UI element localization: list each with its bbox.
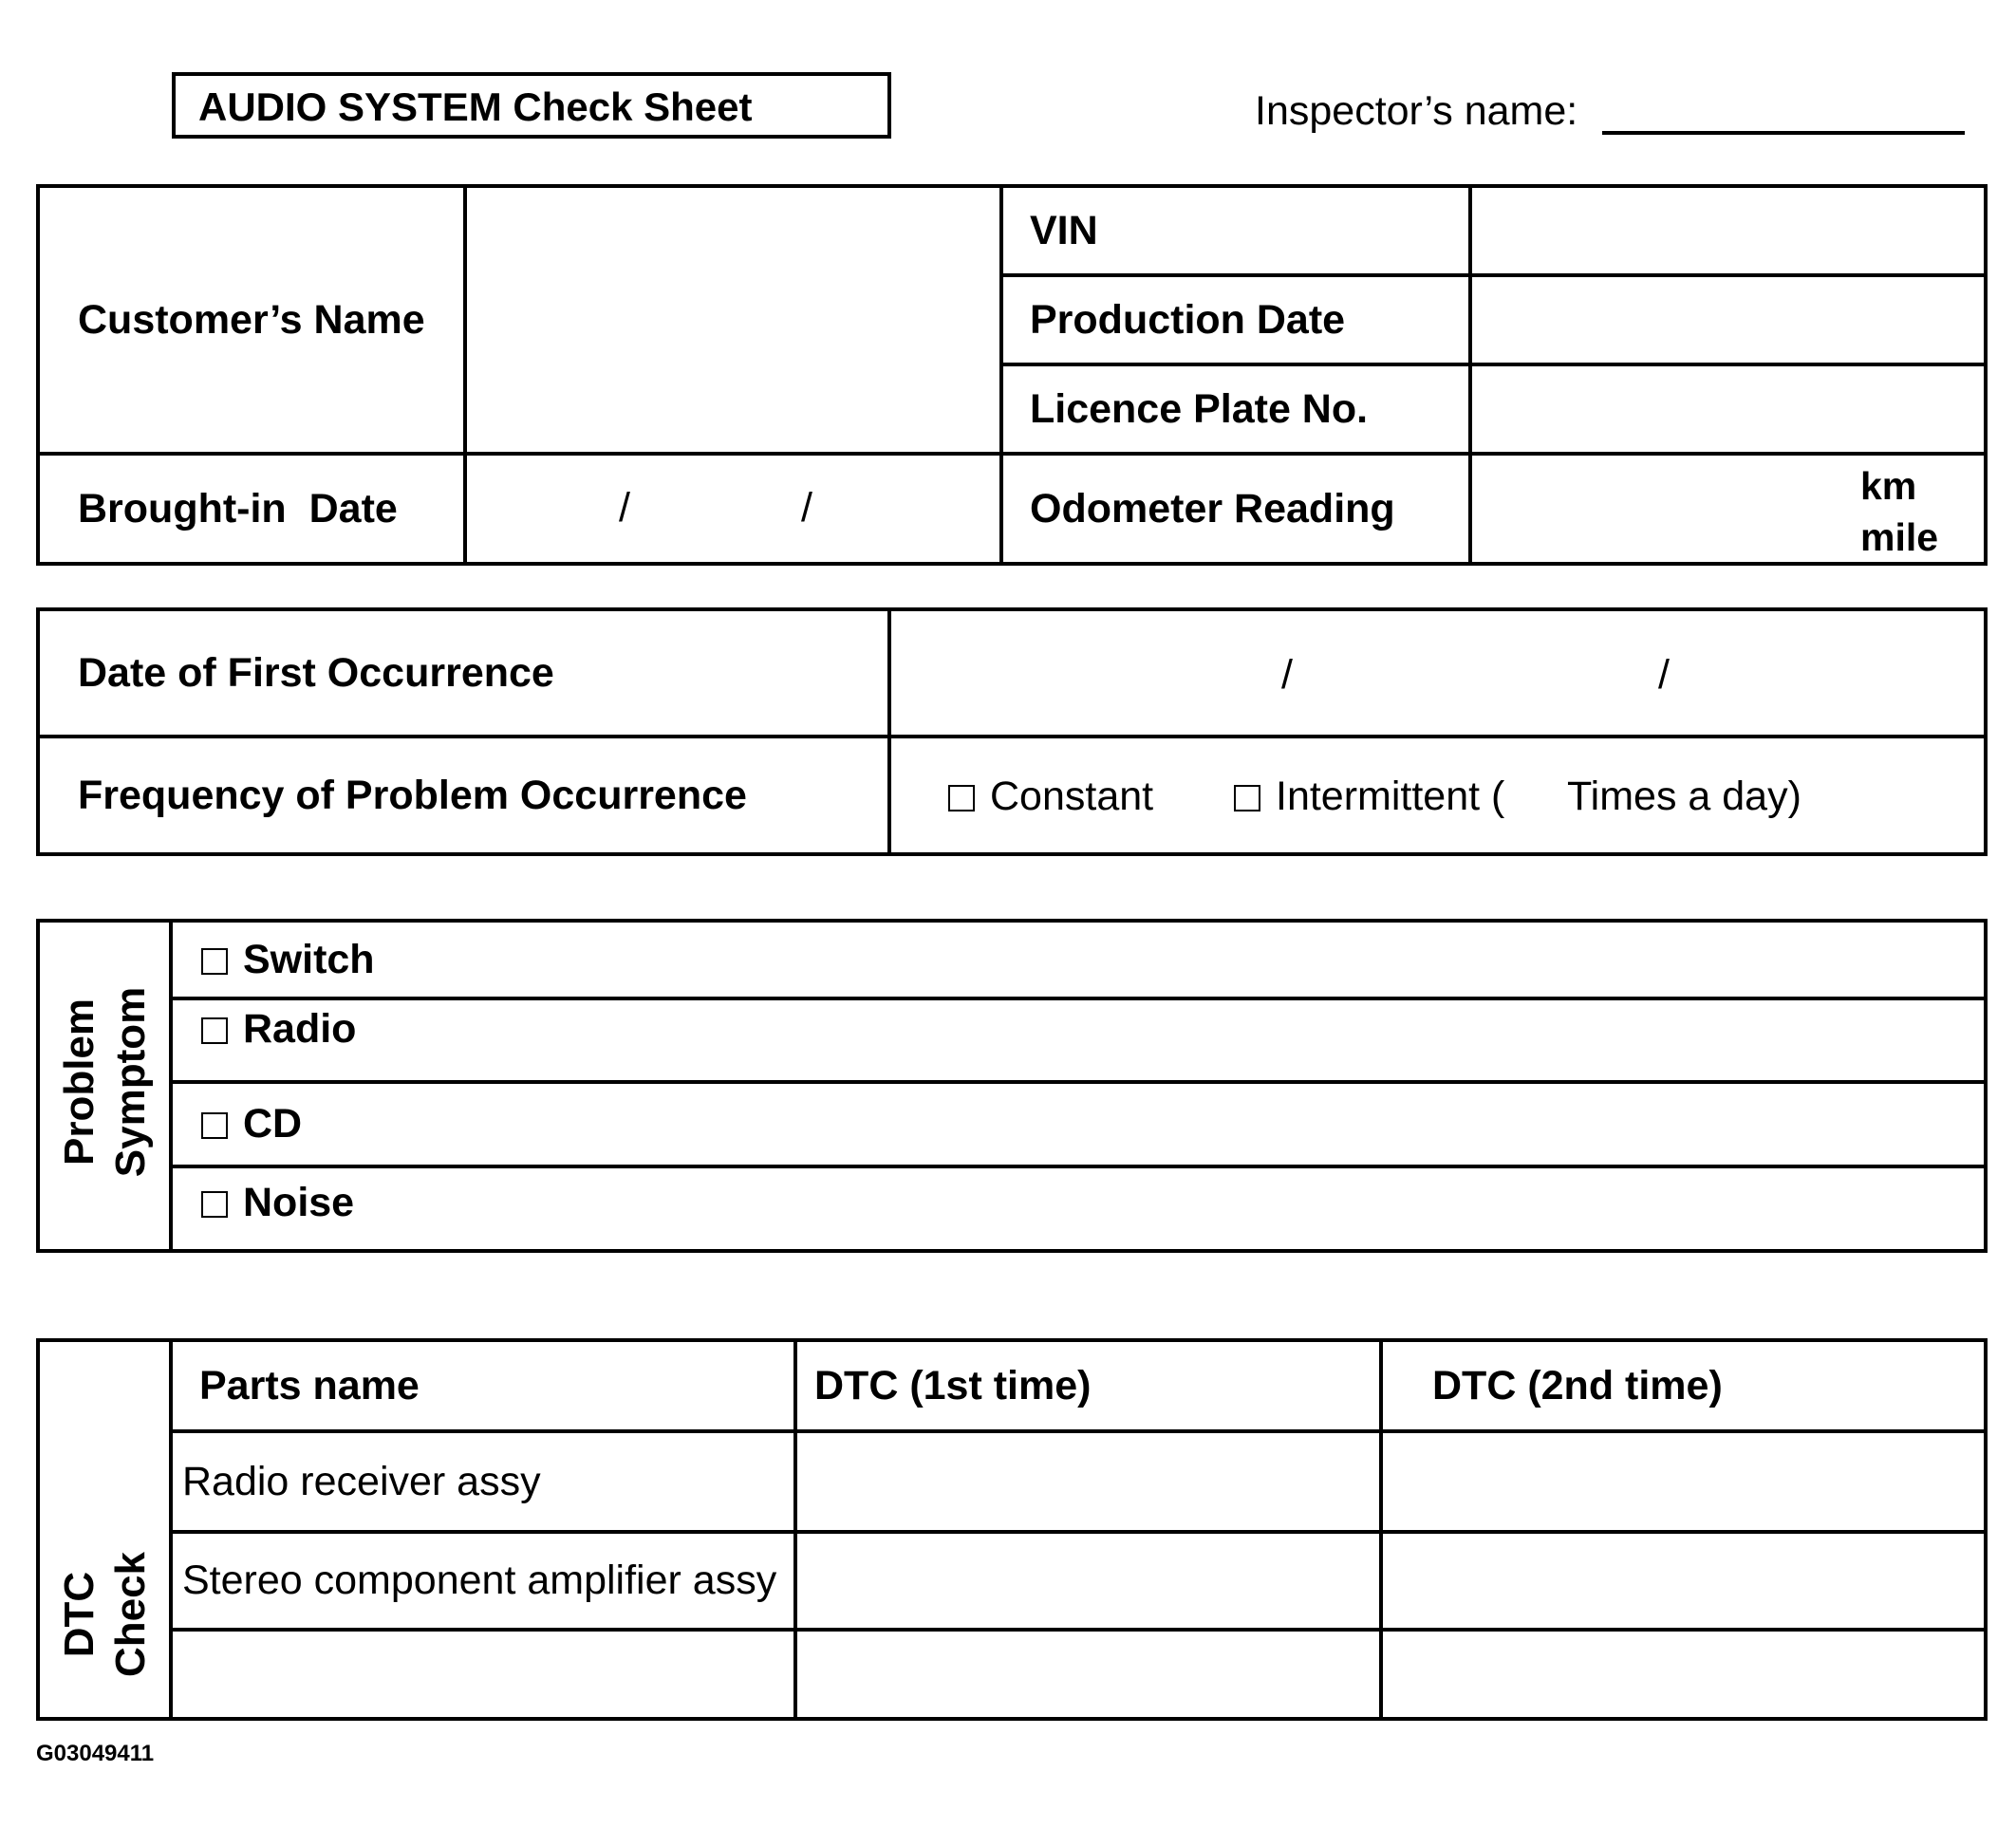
dtc-check-section (38, 1340, 171, 1719)
symptom-row-radio[interactable] (171, 998, 1986, 1082)
dtc-second-field[interactable] (1381, 1431, 1986, 1532)
brought-in-date-label: Brought-in Date (78, 485, 398, 532)
problem-symptom-section (38, 921, 171, 1251)
odometer-label: Odometer Reading (1030, 485, 1395, 532)
symptom-cd-label: CD (243, 1101, 303, 1147)
vin-field[interactable] (1470, 186, 1986, 275)
option-intermittent[interactable] (1234, 776, 1504, 817)
vin-label: VIN (1030, 207, 1098, 253)
problem-symptom-line1: Problem (56, 998, 103, 1166)
licence-plate-label-cell (1001, 364, 1470, 454)
odometer-unit-km: km (1860, 464, 1917, 508)
dtc-check-line2: Check (107, 1551, 154, 1678)
frequency-label: Frequency of Problem Occurrence (78, 772, 747, 818)
table-row (38, 1630, 1986, 1719)
table-row (38, 1532, 1986, 1630)
times-a-day-label: Times a day) (1567, 774, 1801, 819)
symptom-noise-label: Noise (243, 1180, 355, 1225)
dtc-first-field[interactable] (795, 1532, 1381, 1630)
production-date-label: Production Date (1030, 296, 1346, 343)
dtc-header-parts: Parts name (171, 1340, 795, 1431)
part-name-field[interactable] (171, 1630, 795, 1719)
checkbox[interactable] (201, 1112, 228, 1139)
inspector-label: Inspector’s name: (1255, 88, 1578, 134)
frequency-label-cell (38, 737, 889, 854)
customer-name-label: Customer’s Name (78, 296, 425, 343)
checkbox[interactable] (948, 785, 975, 811)
table-row (38, 1431, 1986, 1532)
symptom-switch-label: Switch (243, 936, 375, 982)
part-name-cell: Radio receiver assy (171, 1431, 795, 1532)
sheet-title: AUDIO SYSTEM Check Sheet (198, 84, 753, 129)
dtc-check-table (36, 1338, 1988, 1721)
problem-symptom-line2: Symptom (107, 986, 154, 1178)
licence-plate-label: Licence Plate No. (1030, 385, 1369, 432)
dtc-second-field[interactable] (1381, 1630, 1986, 1719)
dtc-first-field[interactable] (795, 1431, 1381, 1532)
part-name-cell: Stereo component amplifier assy (171, 1532, 795, 1630)
date-separator: / (619, 485, 630, 531)
checkbox[interactable] (201, 1017, 228, 1044)
dtc-first-field[interactable] (795, 1630, 1381, 1719)
odometer-field[interactable] (1470, 454, 1986, 564)
brought-in-date-field[interactable] (465, 454, 1001, 564)
odometer-unit-mile: mile (1860, 515, 1939, 559)
date-separator: / (1658, 652, 1670, 698)
customer-name-label-cell (38, 186, 465, 454)
checkbox[interactable] (201, 1191, 228, 1218)
date-separator: / (1281, 652, 1293, 698)
checkbox[interactable] (1234, 785, 1260, 811)
first-occurrence-date-field[interactable] (889, 609, 1986, 737)
symptom-row-switch[interactable] (171, 921, 1986, 998)
symptom-row-cd[interactable] (171, 1082, 1986, 1166)
option-constant[interactable] (948, 776, 1153, 817)
checkbox[interactable] (201, 948, 228, 975)
dtc-second-field[interactable] (1381, 1532, 1986, 1630)
occurrence-table (36, 607, 1988, 856)
symptom-row-noise[interactable] (171, 1166, 1986, 1251)
dtc-check-line1: DTC (56, 1571, 103, 1658)
production-date-field[interactable] (1470, 275, 1986, 364)
licence-plate-field[interactable] (1470, 364, 1986, 454)
inspector-name-field[interactable] (1602, 131, 1965, 135)
vehicle-info-table (36, 184, 1988, 566)
first-occurrence-label-cell (38, 609, 889, 737)
dtc-header-second: DTC (2nd time) (1381, 1340, 1986, 1431)
symptom-radio-label: Radio (243, 1005, 357, 1052)
date-separator: / (801, 485, 812, 531)
vin-label-cell (1001, 186, 1470, 275)
problem-symptom-table (36, 919, 1988, 1253)
customer-name-field[interactable] (465, 186, 1001, 454)
option-constant-label: Constant (990, 774, 1154, 819)
odometer-label-cell (1001, 454, 1470, 564)
production-date-label-cell (1001, 275, 1470, 364)
sheet-title-box (172, 72, 891, 139)
brought-in-date-label-cell (38, 454, 465, 564)
frequency-options-cell (889, 737, 1986, 854)
first-occurrence-label: Date of First Occurrence (78, 649, 554, 696)
dtc-header-first: DTC (1st time) (795, 1340, 1381, 1431)
option-intermittent-label: Intermittent ( (1276, 774, 1505, 819)
figure-code: G03049411 (36, 1741, 155, 1766)
